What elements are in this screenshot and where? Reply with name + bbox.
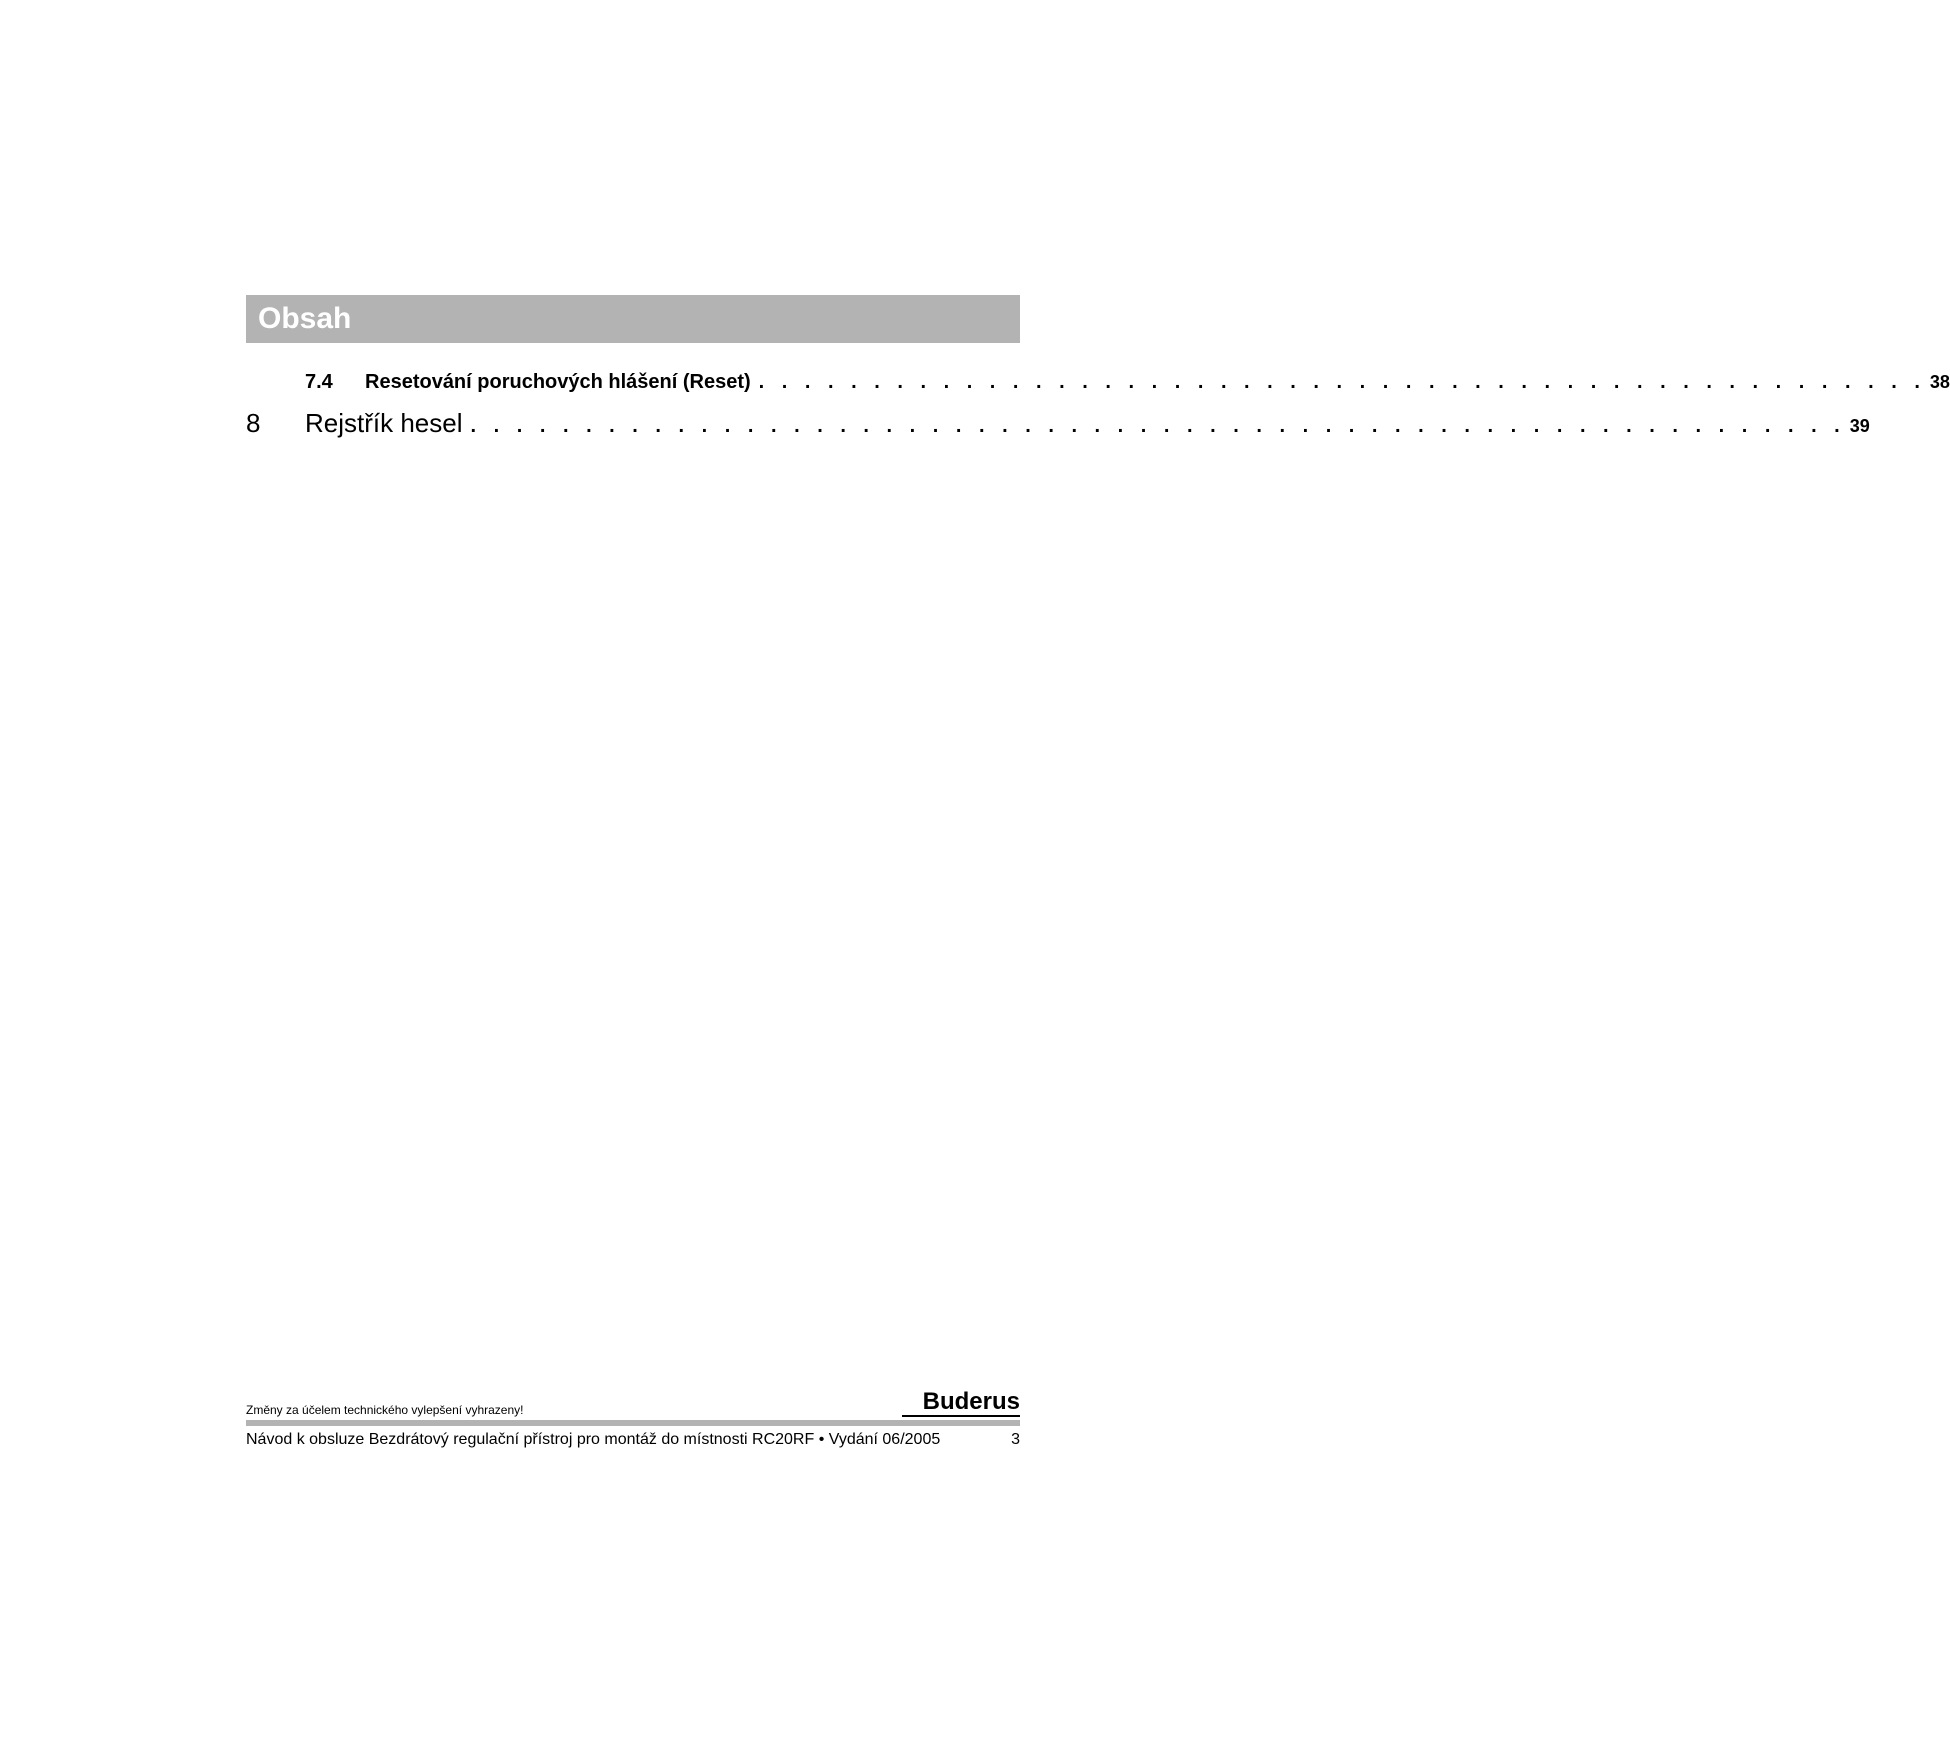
toc-entry-7-4[interactable]: [246, 371, 1950, 401]
footer-document-title: Návod k obsluze Bezdrátový regulační přístroj pro montáž do místnosti RC20RF • Vydání 06/2005: [246, 1431, 941, 1448]
buderus-logo: [900, 1389, 1020, 1417]
toc-entry-title: Rejstřík hesel: [305, 408, 463, 438]
logo-underline: [902, 1415, 1020, 1417]
toc-entry-8[interactable]: [246, 408, 1870, 444]
logo-wordmark: Buderus: [922, 1388, 1020, 1415]
page-title: Obsah: [258, 302, 352, 335]
toc-dot-leader: . . . . . . . . . . . . . . . . . . . . . . . . . . . . . . . . . . . . . . . . . . . . . . . . . . . . . . . . . . . .: [470, 415, 1846, 437]
toc-entry-number: 7.4: [305, 371, 333, 393]
toc-entry-page: 39: [1849, 416, 1870, 436]
toc-entry-title: Resetování poruchových hlášení (Reset): [365, 371, 751, 393]
toc-entry-page: 38: [1929, 372, 1950, 392]
footer-disclaimer: Změny za účelem technického vylepšení vyhrazeny!: [246, 1403, 524, 1417]
toc-entry-number: 8: [246, 408, 261, 438]
footer-divider: [246, 1420, 1020, 1426]
section-header-bar: [246, 295, 1020, 343]
footer-document-line: [246, 1429, 1020, 1451]
toc-dot-leader: . . . . . . . . . . . . . . . . . . . . . . . . . . . . . . . . . . . . . . . . . . . . . . . . . . .: [758, 371, 1926, 393]
footer-page-number: 3: [1011, 1431, 1020, 1448]
